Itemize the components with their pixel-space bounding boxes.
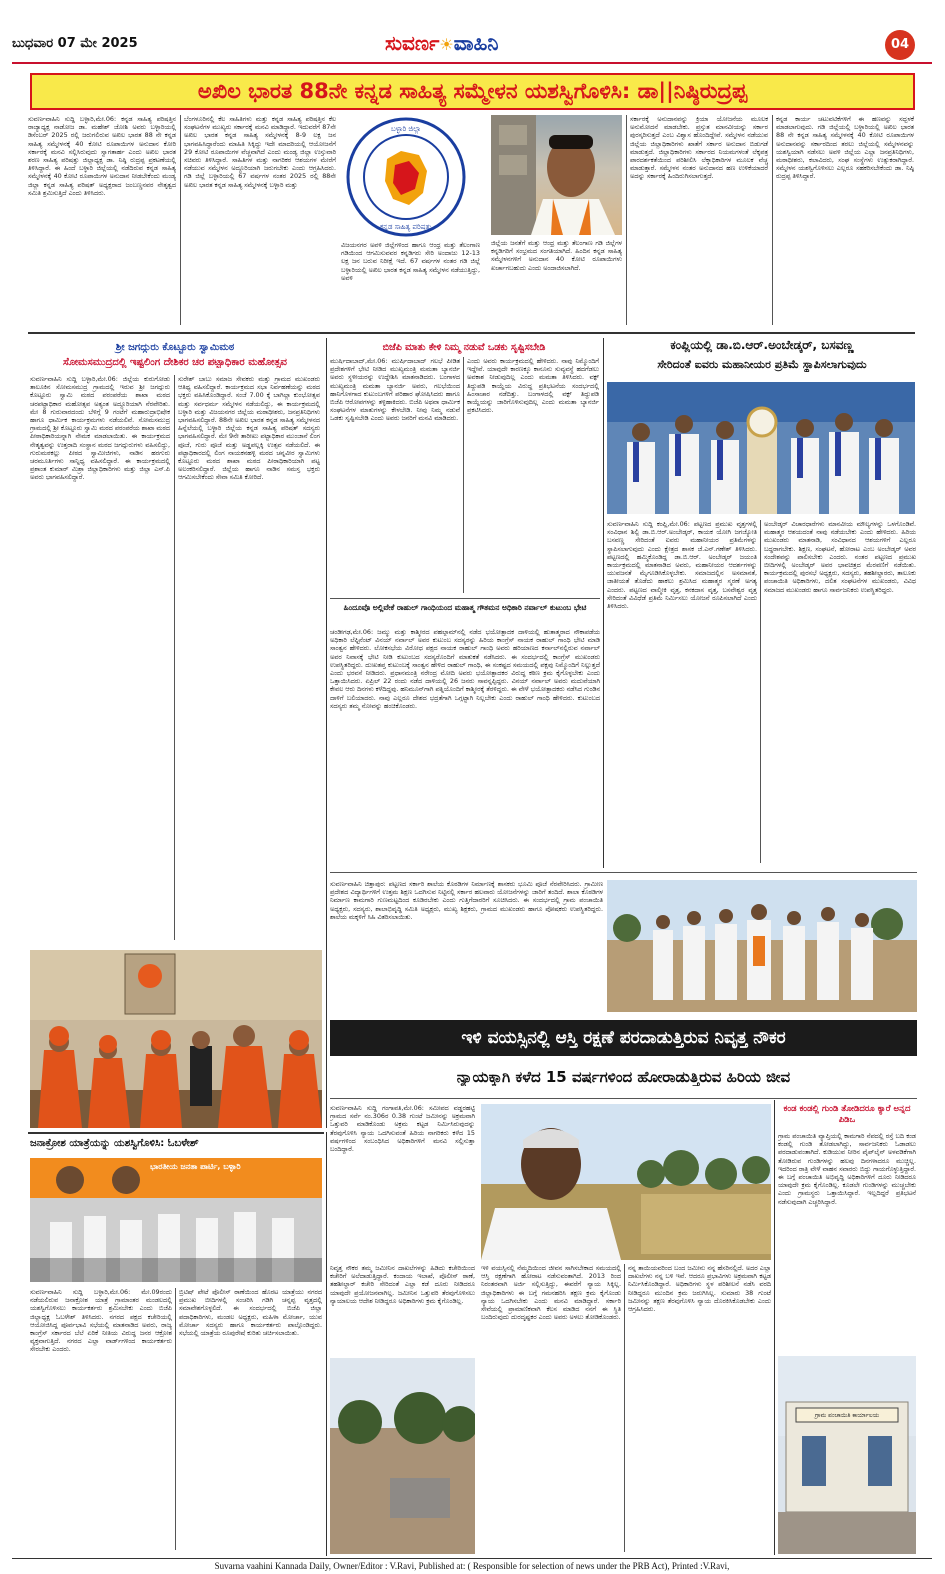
issue-date: ಬುಧವಾರ 07 ಮೇ 2025 — [12, 36, 138, 51]
col-divider — [463, 357, 464, 593]
bjp-headline: ಬಿಜೆಪಿ ಮಾತು ಕೇಳಿ ನಿಮ್ಮ ನಡುವೆ ಒಡಕು ಸೃಷ್ಟಿಸಬೇಡಿ — [382, 342, 546, 353]
col-divider — [175, 1288, 176, 1550]
janakrosha-col-1: ಸುವರ್ಣವಾಹಿನಿ ಸುದ್ದಿ ಬಳ್ಳಾರಿ,ಮೇ.06: ಮೇ.09ರಂದು ನಡೆಯಲಿರುವ ಜನಾಕ್ರೋಶ ಯಾತ್ರೆ ಗ್ರಾಮಾಂತರ ಮಂಡಲದಲ್ಲಿ ಯಶಸ್ವಿಗೊಳಿಸಲು ಕಾರ್ಯಕರ್ತರು ಶ್ರಮಿಸಬೇಕು ಎಂದು ಬಿಜೆಪಿ ಜಿಲ್ಲಾಧ್ಯಕ್ಷ ಓಬಳೇಶ್ ತಿಳಿಸಿದರು. ನಗರದ ಪಕ್ಷದ ಕಚೇರಿಯಲ್ಲಿ ಆಯೋಜಿಸಿದ್ದ ಪೂರ್ವಭಾವಿ ಸಭೆಯಲ್ಲಿ ಮಾತನಾಡಿದ ಅವರು, ರಾಜ್ಯ ಕಾಂಗ್ರೆಸ್ ಸರ್ಕಾರದ ಬೆಲೆ ಏರಿಕೆ ನೀತಿಯ ವಿರುದ್ಧ ಜನರ ಆಕ್ರೋಶ ವ್ಯಕ್ತವಾಗುತ್ತಿದೆ. ನಗರದ ಎಲ್ಲಾ ವಾರ್ಡ್‌ಗಳಿಂದ ಕಾರ್ಯಕರ್ತರು ಸೇರಬೇಕು ಎಂದರು. — [30, 1288, 172, 1354]
story-rule — [330, 598, 600, 599]
retiree-photo — [481, 1104, 771, 1260]
mutt-headline: ಸೋಮಸಮುದ್ರದಲ್ಲಿ ಇಷ್ಟಲಿಂಗ ದೇಶಿಕರ ಚರ ಪಟ್ಟಾಧಿಕಾರ ಮಹೋತ್ಸವ — [63, 357, 287, 368]
story-rule — [28, 1132, 324, 1134]
janakrosha-photo — [30, 1158, 322, 1282]
header-rule — [12, 62, 932, 64]
story-rule — [330, 1098, 917, 1099]
story-rule — [330, 872, 917, 873]
col-divider — [772, 115, 773, 325]
retiree-subhead: ನ್ಯಾಯಕ್ಕಾಗಿ ಕಳೆದ 15 ವರ್ಷಗಳಿಂದ ಹೋರಾಡುತ್ತಿರುವ ಹಿರಿಯ ಜೀವ — [456, 1068, 791, 1086]
logo-top-text: ಬಳ್ಳಾರಿ ಜಿಲ್ಲಾ — [391, 125, 421, 133]
ambedkar-photo — [607, 382, 915, 514]
bjp-col-2: ಎಂದು ಅವರು ಕಾರ್ಯಕ್ರಮದಲ್ಲಿ ಹೇಳಿದರು. ನಾವು ನಿಮ್ಮೊಂದಿಗೆ ಇದ್ದೇವೆ. ಯಾವುದೇ ಕಾರಣಕ್ಕೂ ಕಾನೂನು ಸುವ್ಯವಸ್ಥೆ ಹದಗೆಡಲು ಅವಕಾಶ ನೀಡುವುದಿಲ್ಲ ಎಂದು ಮಮತಾ ತಿಳಿಸಿದರು. ವಕ್ಫ್ ತಿದ್ದುಪಡಿ ಕಾಯ್ದೆಯ ವಿರುದ್ಧ ಪ್ರತಿಭಟನೆಯ ಸಂದರ್ಭದಲ್ಲಿ ಹಿಂಸಾಚಾರ ನಡೆದಿತ್ತು. ಬಂಗಾಳದಲ್ಲಿ ವಕ್ಫ್ ತಿದ್ದುಪಡಿ ಕಾಯ್ದೆಯನ್ನು ಜಾರಿಗೊಳಿಸುವುದಿಲ್ಲ ಎಂದು ಮಮತಾ ಬ್ಯಾನರ್ಜಿ ಪ್ರಕಟಿಸಿದರು. — [467, 357, 599, 415]
retiree-col-3: ನನ್ನ ತಾಯಿಯವರಿಂದ ಬಂದ ಜಮೀನು ನನ್ನ ಹೆಸರಿನಲ್ಲಿದೆ. ಅದರ ಎಲ್ಲಾ ದಾಖಲೆಗಳು ನನ್ನ ಬಳಿ ಇವೆ. ಆದರೂ ಪ್ರಭಾವಿಗಳು ಅಕ್ರಮವಾಗಿ ಕಟ್ಟಡ ನಿರ್ಮಿಸಿಕೊಂಡಿದ್ದಾರೆ. ಅಧಿಕಾರಿಗಳು ಸ್ಥಳ ಪರಿಶೀಲನೆ ನಡೆಸಿ ವರದಿ ನೀಡಿದ್ದರೂ ಮುಂದಿನ ಕ್ರಮ ಜರುಗಿಸಿಲ್ಲ. ಸುಮಾರು 38 ಗುಂಟೆ ಜಮೀನನ್ನು ತಕ್ಷಣ ತೆರವುಗೊಳಿಸಿ ನ್ಯಾಯ ದೊರಕಿಸಿಕೊಡಬೇಕು ಎಂದು ಆಗ್ರಹಿಸಿದರು. — [628, 1264, 771, 1314]
ambedkar-col-2: ಅಂಬೇಡ್ಕರ್ ವಿಚಾರಧಾರೆಗಳು ಮಾನವೀಯ ಮೌಲ್ಯಗಳನ್ನು ಒಳಗೊಂಡಿವೆ. ಮಹಾತ್ಮರ ಆಶಯದಂತೆ ನಾವು ನಡೆಯಬೇಕು ಎಂದು ಹೇಳಿದರು. ಹಿರಿಯ ಮುಖಂಡರು ಮಾತನಾಡಿ, ಸಂವಿಧಾನದ ಆಶಯಗಳಿಗೆ ಎಲ್ಲರೂ ಬದ್ಧರಾಗಬೇಕು. ಶಿಕ್ಷಣ, ಸಂಘಟನೆ, ಹೋರಾಟ ಎಂಬ ಅಂಬೇಡ್ಕರ್ ಅವರ ಸಂದೇಶವನ್ನು ಪಾಲಿಸಬೇಕು ಎಂದರು. ನಂತರ ಪಟ್ಟಣದ ಪ್ರಮುಖ ಬೀದಿಗಳಲ್ಲಿ ಅಂಬೇಡ್ಕರ್ ಅವರ ಭಾವಚಿತ್ರದ ಮೆರವಣಿಗೆ ನಡೆಯಿತು. ಕಾರ್ಯಕ್ರಮದಲ್ಲಿ ಪುರಸಭೆ ಅಧ್ಯಕ್ಷರು, ಸದಸ್ಯರು, ತಹಶೀಲ್ದಾರರು, ತಾಲೂಕು ಪಂಚಾಯಿತಿ ಅಧಿಕಾರಿಗಳು, ದಲಿತ ಸಂಘಟನೆಗಳ ಮುಖಂಡರು, ವಿವಿಧ ಸಮಾಜದ ಮುಖಂಡರು ಹಾಗೂ ಸಾರ್ವಜನಿಕರು ಉಪಸ್ಥಿತರಿದ್ದರು. — [764, 520, 916, 594]
page-number: 04 — [885, 30, 915, 60]
col-divider — [180, 115, 181, 325]
lead-col-6: ಕನ್ನಡ ಕಾರ್ಯ ಚಟುವಟಿಕೆಗಳಿಗೆ ಈ ಹಣವನ್ನು ಸದ್ಬಳಕೆ ಮಾಡಲಾಗುವುದು. ಗಡಿ ಜಿಲ್ಲೆಯಲ್ಲಿ ಬಳ್ಳಾರಿಯಲ್ಲಿ ಅಖಿಲ ಭಾರತ 88 ನೇ ಕನ್ನಡ ಸಾಹಿತ್ಯ ಸಮ್ಮೇಳನಕ್ಕೆ 40 ಕೋಟಿ ರೂಪಾಯಿಗಳ ಅನುದಾನವನ್ನು ಸರ್ಕಾರದಿಂದ ತರಲು ಜಿಲ್ಲೆಯಲ್ಲಿ ಸಮ್ಮೇಳನವನ್ನು ಯಶಸ್ವಿಯಾಗಿ ನಡೆಸಲು ಅವಳಿ ಜಿಲ್ಲೆಯ ಎಲ್ಲಾ ಜನಪ್ರತಿನಿಧಿಗಳು, ಮಠಾಧೀಶರು, ಕಲಾವಿದರು, ಸಂಘ ಸಂಸ್ಥೆಗಳು ಉತ್ಸುಕರಾಗಿದ್ದಾರೆ. ಸಮ್ಮೇಳನ ಯಶಸ್ವಿಗೊಳಿಸಲು ಎಲ್ಲರೂ ಸಹಕರಿಸಬೇಕೆಂದು ಡಾ. ನಿಷ್ಠಿ ರುದ್ರಪ್ಪ ತಿಳಿಸಿದ್ದಾರೆ. — [776, 115, 914, 181]
janakrosha-headline: ಜನಾಕ್ರೋಶ ಯಾತ್ರೆಯನ್ನು ಯಶಸ್ವಿಗೊಳಿಸಿ: ಓಬಳೇಶ್ — [30, 1138, 199, 1149]
mutt-col-2: ಸುರೇಶ್ ಬಾಬು ಸಮಾಜ ಸೇವಕರು ಮತ್ತು ಗ್ರಾಮದ ಮುಖಂಡರು ಆತಿಥ್ಯ ವಹಿಸಲಿದ್ದಾರೆ. ಕಾರ್ಯಕ್ರಮದ ಸಭಾ ನಿರ್ವಹಣೆಯನ್ನು ಮಠದ ಭಕ್ತರು ವಹಿಸಿಕೊಂಡಿದ್ದಾರೆ. ಸಂಜೆ 7.00 ಕ್ಕೆ ಬಾಗಿಲ್ಲಾ ಕುಂಭೋತ್ಸವ ಮತ್ತು ಸರ್ವಧರ್ಮ ಸಮ್ಮೇಳನ ನಡೆಯಲಿದ್ದು, ಈ ಕಾರ್ಯಕ್ರಮದಲ್ಲಿ ಬಳ್ಳಾರಿ ಮತ್ತು ವಿಜಯನಗರ ಜಿಲ್ಲೆಯ ಮಠಾಧೀಶರು, ಜನಪ್ರತಿನಿಧಿಗಳು ಭಾಗವಹಿಸಲಿದ್ದಾರೆ. 88ನೇ ಅಖಿಲ ಭಾರತ ಕನ್ನಡ ಸಾಹಿತ್ಯ ಸಮ್ಮೇಳನದ ಹಿನ್ನೆಲೆಯಲ್ಲಿ ಬಳ್ಳಾರಿ ಜಿಲ್ಲೆಯ ಕನ್ನಡ ಸಾಹಿತ್ಯ ಪರಿಷತ್ ಸದಸ್ಯರು ಭಾಗವಹಿಸಲಿದ್ದಾರೆ. ಮೇ 9ನೇ ತಾರೀಖು ಪಟ್ಟಾಧಿಕಾರ ಮುಂಜಾನೆ ಲಿಂಗ ಪೂಜೆ, ಗುರು ಪೂಜೆ ಮತ್ತು ಅಡ್ಡಪಲ್ಲಕ್ಕಿ ಉತ್ಸವ ನಡೆಯಲಿದೆ. ಈ ಪಟ್ಟಾಧಿಕಾರದಲ್ಲಿ ಲಿಂಗ ನಾಯಕನಹಳ್ಳಿ ಮಠದ ಚನ್ನವೀರ ಸ್ವಾಮಿಗಳು ಕೊಟ್ಟೂರು ಮಠದ ಶಾಖಾ ಮಠದ ಪೀಠಾಧಿಕಾರಿಯಾಗಿ ಪಟ್ಟ ಅಲಂಕರಿಸಲಿದ್ದಾರೆ. ಜಿಲ್ಲೆಯ ಹಾಗೂ ನಾಡಿನ ಸಮಸ್ತ ಭಕ್ತರು ಆಗಮಿಸಬೇಕೆಂದು ಸೇವಾ ಸಮಿತಿ ಕೋರಿದೆ. — [178, 375, 320, 482]
land-photo — [330, 1358, 475, 1554]
court-body: ಚಂಡೀಗಢ,ಮೇ.06: ಜಮ್ಮು ಮತ್ತು ಕಾಶ್ಮೀರದ ಪಹಲ್ಗಾಮ್‌ನಲ್ಲಿ ನಡೆದ ಭಯೋತ್ಪಾದಕ ದಾಳಿಯಲ್ಲಿ ಹುತಾತ್ಮರಾದ ನೌಕಾಪಡೆಯ ಅಧಿಕಾರಿ ಲೆಫ್ಟಿನೆಂಟ್ ವಿನಯ್ ನರ್ವಾಲ್ ಅವರ ಕುಟುಂಬ ಸದಸ್ಯರನ್ನು ಹಿರಿಯ ಕಾಂಗ್ರೆಸ್ ನಾಯಕ ರಾಹುಲ್ ಗಾಂಧಿ ಭೇಟಿ ಮಾಡಿ ಸಾಂತ್ವನ ಹೇಳಿದರು. ಲೋಕಸಭೆಯ ವಿರೋಧ ಪಕ್ಷದ ನಾಯಕ ರಾಹುಲ್ ಗಾಂಧಿ ಅವರು ಹರಿಯಾಣದ ಕರ್ನಾಲ್‌ನಲ್ಲಿರುವ ನರ್ವಾಲ್ ಅವರ ನಿವಾಸಕ್ಕೆ ಭೇಟಿ ನೀಡಿ ಕುಟುಂಬದ ಸದಸ್ಯರೊಂದಿಗೆ ಮಾತುಕತೆ ನಡೆಸಿದರು. ಈ ಸಂದರ್ಭದಲ್ಲಿ ಕಾಂಗ್ರೆಸ್ ಮುಖಂಡರು ಉಪಸ್ಥಿತರಿದ್ದರು. ದುಃಖತಪ್ತ ಕುಟುಂಬಕ್ಕೆ ಸಾಂತ್ವನ ಹೇಳಿದ ರಾಹುಲ್ ಗಾಂಧಿ, ಈ ಸಂಕಷ್ಟದ ಸಮಯದಲ್ಲಿ ಪಕ್ಷವು ನಿಮ್ಮೊಂದಿಗೆ ನಿಲ್ಲುತ್ತದೆ ಎಂದು ಭರವಸೆ ನೀಡಿದರು. ಪ್ರಧಾನಮಂತ್ರಿ ನರೇಂದ್ರ ಮೋದಿ ಅವರು ಭಯೋತ್ಪಾದಕರ ವಿರುದ್ಧ ಕಠಿಣ ಕ್ರಮ ಕೈಗೊಳ್ಳಬೇಕು ಎಂದು ಒತ್ತಾಯಿಸಿದರು. ಏಪ್ರಿಲ್ 22 ರಂದು ನಡೆದ ದಾಳಿಯಲ್ಲಿ 26 ಜನರು ಸಾವನ್ನಪ್ಪಿದ್ದರು. ವಿನಯ್ ನರ್ವಾಲ್ ಅವರು ಮದುವೆಯಾಗಿ ಕೇವಲ ಆರು ದಿನಗಳು ಕಳೆದಿದ್ದವು. ಹನಿಮೂನ್‌ಗಾಗಿ ಪತ್ನಿಯೊಂದಿಗೆ ಕಾಶ್ಮೀರಕ್ಕೆ ತೆರಳಿದ್ದರು. ಈ ವೇಳೆ ಭಯೋತ್ಪಾದಕರು ನಡೆಸಿದ ಗುಂಡಿನ ದಾಳಿಗೆ ಬಲಿಯಾದರು. ನಾವು ಎಲ್ಲರೂ ದೇಶದ ಭದ್ರತೆಗಾಗಿ ಒಗ್ಗಟ್ಟಾಗಿ ನಿಲ್ಲಬೇಕು ಎಂದು ರಾಹುಲ್ ಗಾಂಧಿ ಹೇಳಿದರು. ಕುಟುಂಬದ ಸದಸ್ಯರು ತಮ್ಮ ನೋವನ್ನು ಹಂಚಿಕೊಂಡರು. — [330, 628, 600, 710]
mutt-col-1: ಸುವರ್ಣವಾಹಿನಿ ಸುದ್ದಿ ಬಳ್ಳಾರಿ,ಮೇ.06: ಜಿಲ್ಲೆಯ ಕುರುಗೋಡು ತಾಲೂಕಿನ ಸೋಮಸಮುದ್ರ ಗ್ರಾಮದಲ್ಲಿ ಇರುವ ಶ್ರೀ ಜಗದ್ಗುರು ಕೊಟ್ಟೂರು ಸ್ವಾಮಿ ಮಠದ ಪರಂಪರೆಯ ಶಾಖಾ ಮಠದ ಚರಪಟ್ಟಾಧಿಕಾರ ಮಹೋತ್ಸವ ಅತ್ಯಂತ ಅದ್ದೂರಿಯಾಗಿ ನೆರವೇರಿತು. ಮೇ 8 ಗುರುವಾರದಂದು ಬೆಳಿಗ್ಗೆ 9 ಗಂಟೆಗೆ ಮಹಾರುದ್ರಾಭಿಷೇಕ ಹಾಗೂ ಧಾರ್ಮಿಕ ಕಾರ್ಯಕ್ರಮಗಳು ನಡೆಯಲಿವೆ. ಸೋಮಸಮುದ್ರ ಗ್ರಾಮದಲ್ಲಿ ಶ್ರೀ ಕೊಟ್ಟೂರು ಸ್ವಾಮಿ ಮಠದ ಪರಂಪರೆಯ ಶಾಖಾ ಮಠದ ಪೀಠಾಧಿಕಾರಿಯನ್ನಾಗಿ ನೇಮಕ ಮಾಡಲಾಯಿತು. ಈ ಕಾರ್ಯಕ್ರಮದ ನೇತೃತ್ವವನ್ನು ಉತ್ತರಾದಿ ಸಂಸ್ಥಾನ ಮಠದ ಜಗದ್ಗುರುಗಳು ವಹಿಸಲಿದ್ದು, ಗುರುಮಠಕಲ್ಲು ಪೀಠದ ಸ್ವಾಮೀಜಿಗಳು, ನಾಡಿನ ಹರಗುರು ಚರಮೂರ್ತಿಗಳು ಸಾನ್ನಿಧ್ಯ ವಹಿಸಲಿದ್ದಾರೆ. ಈ ಕಾರ್ಯಕ್ರಮದಲ್ಲಿ ಪ್ರಶಾಂತ ಕುಮಾರ್ ಮಿಶ್ರಾ ಜಿಲ್ಲಾಧಿಕಾರಿಗಳು ಮತ್ತು ಜಿಲ್ಲಾ ಎಸ್.ಪಿ ಅವರು ಭಾಗವಹಿಸಲಿದ್ದಾರೆ. — [30, 375, 170, 482]
retiree-col-1b: ನಿವೃತ್ತ ನೌಕರ ತಮ್ಮ ಜಮೀನಿನ ದಾಖಲೆಗಳನ್ನು ಹಿಡಿದು ಕಚೇರಿಯಿಂದ ಕಚೇರಿಗೆ ಅಲೆದಾಡುತ್ತಿದ್ದಾರೆ. ಕಂದಾಯ ಇಲಾಖೆ, ಪೊಲೀಸ್ ಠಾಣೆ, ತಹಶೀಲ್ದಾರ್ ಕಚೇರಿ ಸೇರಿದಂತೆ ಎಲ್ಲಾ ಕಡೆ ದೂರು ನೀಡಿದರೂ ಯಾವುದೇ ಪ್ರಯೋಜನವಾಗಿಲ್ಲ. ಜಮೀನಿನ ಒತ್ತುವರಿ ತೆರವುಗೊಳಿಸಲು ನ್ಯಾಯಾಲಯ ಆದೇಶ ನೀಡಿದ್ದರೂ ಅಧಿಕಾರಿಗಳು ಕ್ರಮ ಕೈಗೊಂಡಿಲ್ಲ. — [330, 1264, 475, 1305]
corner-photo — [778, 1356, 916, 1554]
kasapa-logo — [343, 115, 470, 239]
col-divider — [624, 1264, 625, 1552]
footer-rule — [12, 1558, 932, 1559]
corner-body: ಗ್ರಾಮ ಪಂಚಾಯಿತಿ ವ್ಯಾಪ್ತಿಯಲ್ಲಿ ಕಾಮಗಾರಿ ನೆಪದಲ್ಲಿ ರಸ್ತೆ ಬದಿ ಕಂಡ ಕಂಡಲ್ಲಿ ಗುಂಡಿ ತೋಡಲಾಗಿದ್ದು, ಸಾರ್ವಜನಿಕರು ಓಡಾಡಲು ಪರದಾಡುವಂತಾಗಿದೆ. ಕುಡಿಯುವ ನೀರಿನ ಪೈಪ್‌ಲೈನ್ ಅಳವಡಿಕೆಗಾಗಿ ತೋಡಿರುವ ಗುಂಡಿಗಳನ್ನು ಹಲವು ದಿನಗಳಾದರೂ ಮುಚ್ಚಿಲ್ಲ. ಇದರಿಂದ ರಾತ್ರಿ ವೇಳೆ ವಾಹನ ಸವಾರರು ಬಿದ್ದು ಗಾಯಗೊಳ್ಳುತ್ತಿದ್ದಾರೆ. ಈ ಬಗ್ಗೆ ಪಂಚಾಯಿತಿ ಅಭಿವೃದ್ಧಿ ಅಧಿಕಾರಿಗಳಿಗೆ ದೂರು ನೀಡಿದರೂ ಯಾವುದೇ ಕ್ರಮ ಕೈಗೊಂಡಿಲ್ಲ. ಕೂಡಲೇ ಗುಂಡಿಗಳನ್ನು ಮುಚ್ಚಬೇಕು ಎಂದು ಗ್ರಾಮಸ್ಥರು ಒತ್ತಾಯಿಸಿದ್ದಾರೆ. ಇಲ್ಲದಿದ್ದರೆ ಪ್ರತಿಭಟನೆ ನಡೆಸುವುದಾಗಿ ಎಚ್ಚರಿಸಿದ್ದಾರೆ. — [778, 1132, 916, 1206]
masthead — [385, 31, 498, 55]
ambedkar-headline-2: ಸೇರಿದಂತೆ ಐವರು ಮಹಾನೀಯರ ಪ್ರತಿಮೆ ಸ್ಥಾಪಿಸಲಾಗುವುದು — [657, 358, 867, 371]
masthead-right: ವಾಹಿನಿ — [453, 31, 499, 55]
mutt-photo — [30, 950, 322, 1128]
sun-icon: ☀ — [439, 35, 454, 54]
lead-col-2: ಬೆಂಗಳೂರಿನಲ್ಲಿ ಕೆಲ ಸಾಹಿತಿಗಳು ಮತ್ತು ಕನ್ನಡ ಸಾಹಿತ್ಯ ಪರಿಷತ್ತಿನ ಕೆಲ ಸಂಘಟನೆಗಳ ಮುಖ್ಯರು ಸರ್ಕಾರಕ್ಕೆ ಮನವಿ ಮಾಡಿದ್ದಾರೆ. ಇದುವರೆಗೆ 87ನೇ ಅಖಿಲ ಭಾರತ ಕನ್ನಡ ಸಾಹಿತ್ಯ ಸಮ್ಮೇಳನಕ್ಕೆ 8-9 ಲಕ್ಷ ಜನ ಭಾಗವಹಿಸಿದ್ದಾರೆಂದು ಮಾಹಿತಿ ಸಿಕ್ಕಿದ್ದು ಇದೇ ಮಾದರಿಯಲ್ಲಿ ಆಯೋಜನೆಗೆ 29 ಕೋಟಿ ರೂಪಾಯಿಗಳ ವೆಚ್ಚವಾಗಿದೆ ಎಂದು ಮಂಡ್ಯ ಜಿಲ್ಲಾ ಉಸ್ತುವಾರಿ ಸಚಿವರು ತಿಳಿಸಿದ್ದಾರೆ. ಸಾಹಿತಿಗಳ ಮತ್ತು ನಾಗರಿಕರ ಆಶಯಗಳ ಮೇರೆಗೆ ನಡೆಯುವ ಸಮ್ಮೇಳನ ಅದ್ದೂರಿಯಾಗಿ ಜರುಗಬೇಕು ಎಂದು ಆಗ್ರಹಿಸಿದರು. ಗಡಿ ಜಿಲ್ಲೆ ಬಳ್ಳಾರಿಯಲ್ಲಿ 67 ವರ್ಷಗಳ ನಂತರ 2025 ರಲ್ಲಿ 88ನೇ ಅಖಿಲ ಭಾರತ ಕನ್ನಡ ಸಾಹಿತ್ಯ ಸಮ್ಮೇಳನಕ್ಕೆ ಬಳ್ಳಾರಿ ಮತ್ತು — [184, 115, 336, 189]
mutt-kicker: ಶ್ರೀ ಜಗದ್ಗುರು ಕೊಟ್ಟೂರು ಸ್ವಾಮಿಮಠ — [115, 342, 235, 353]
retiree-col-1a: ಸುವರ್ಣವಾಹಿನಿ ಸುದ್ದಿ ಗಂಗಾವತಿ,ಮೇ.06: ಸಮೀಪದ ವಡ್ಡರಹಟ್ಟಿ ಗ್ರಾಮದ ಸರ್ವೆ ನಂ.306ರ 0.38 ಗುಂಟೆ ಜಮೀನನ್ನು ಅಕ್ರಮವಾಗಿ ಒತ್ತುವರಿ ಮಾಡಿಕೊಂಡು ಅಕ್ರಮ ಕಟ್ಟಡ ನಿರ್ಮಿಸಿರುವುದನ್ನು ತೆರವುಗೊಳಿಸಿ ನ್ಯಾಯ ಒದಗಿಸುವಂತೆ ಹಿರಿಯ ನಾಗರಿಕರು ಕಳೆದ 15 ವರ್ಷಗಳಿಂದ ಸಂಬಂಧಿಸಿದ ಅಧಿಕಾರಿಗಳಿಗೆ ಮನವಿ ಸಲ್ಲಿಸುತ್ತಾ ಬಂದಿದ್ದಾರೆ. — [330, 1104, 475, 1154]
logo-bottom-text: ಕನ್ನಡ ಸಾಹಿತ್ಯ ಪರಿಷತ್ತು — [379, 223, 433, 231]
section-divider — [603, 338, 604, 868]
bjp-col-1: ಮುರ್ಷಿದಾಬಾದ್,ಮೇ.06: ಮುರ್ಷಿದಾಬಾದ್ ಗಲಭೆ ಪೀಡಿತ ಪ್ರದೇಶಗಳಿಗೆ ಭೇಟಿ ನೀಡಿದ ಮುಖ್ಯಮಂತ್ರಿ ಮಮತಾ ಬ್ಯಾನರ್ಜಿ ಅವರು ಸ್ಥಳೀಯರನ್ನು ಉದ್ದೇಶಿಸಿ ಮಾತನಾಡಿದರು. ಬಂಗಾಳದ ಮುಖ್ಯಮಂತ್ರಿ ಮಮತಾ ಬ್ಯಾನರ್ಜಿ ಅವರು, ಗಲಭೆಯಿಂದ ಹಾನಿಗೊಳಗಾದ ಕುಟುಂಬಗಳಿಗೆ ಪರಿಹಾರ ಘೋಷಿಸಿದರು ಹಾಗೂ ಬಿಜೆಪಿ ಆರೋಪಗಳನ್ನು ತಳ್ಳಿಹಾಕಿದರು. ಬಿಜೆಪಿ ಅಥವಾ ಧಾರ್ಮಿಕ ಸಂಘಟನೆಗಳ ಮಾತುಗಳನ್ನು ಕೇಳಬೇಡಿ. ನೀವು ನಿಮ್ಮ ನಡುವೆ ಒಡಕು ಸೃಷ್ಟಿಸಬೇಡಿ ಎಂದು ಅವರು ಜನರಿಗೆ ಮನವಿ ಮಾಡಿದರು. — [330, 357, 460, 423]
lead-col-4: ಜಿಲ್ಲೆಯ ಜನತೆಗೆ ಮತ್ತು ಆಂಧ್ರ ಮತ್ತು ತೆಲಂಗಾಣ ಗಡಿ ಜಿಲ್ಲೆಗಳ ಕನ್ನಡಿಗರಿಗೆ ಸಂಭ್ರಮದ ಸಂಗತಿಯಾಗಿದೆ. ಹಿಂದಿನ ಕನ್ನಡ ಸಾಹಿತ್ಯ ಸಮ್ಮೇಳನಗಳಿಗೆ ಅನುದಾನ 40 ಕೋಟಿ ರೂಪಾಯಿಗಳು ಖರ್ಚಾಗಬಹುದು ಎಂದು ಅಂದಾಜಿಸಲಾಗಿದೆ. — [491, 239, 622, 272]
section-divider — [774, 1100, 775, 1555]
col-divider — [760, 520, 761, 863]
panchayat-sign: ಗ್ರಾಮ ಪಂಚಾಯಿತಿ ಕಾರ್ಯಾಲಯ — [814, 1412, 880, 1419]
section-rule — [28, 332, 915, 334]
footer-line-1: Suvarna vaahini Kannada Daily, Owner/Editor : V.Ravi, Published at: ( Responsible for selection of news under the PRB Act), Printed :V.Ravi, — [214, 1561, 730, 1571]
lead-col-5: ಸರ್ಕಾರಕ್ಕೆ ಅನುದಾನವನ್ನು ಕ್ರಿಯಾ ಯೋಜನೆಯ ಮೂಲಕ ಅನುಮೋದನೆ ಮಾಡಬೇಕು. ಪ್ರಸ್ತುತ ಮಾನವೀಯನ್ನು ಸರ್ಕಾರ ಪುರಸ್ಕರಿಸುತ್ತದೆ ಎಂಬ ವಿಶ್ವಾಸ ಹೊಂದಿದ್ದೇವೆ. ಸಮ್ಮೇಳನ ನಡೆಯುವ ಜಿಲ್ಲೆಯ ಜಿಲ್ಲಾಧಿಕಾರಿಗಳು ಖಾತೆಗೆ ಸರ್ಕಾರ ಅನುದಾನ ಬಿಡುಗಡೆ ಮಾಡುತ್ತದೆ. ಜಿಲ್ಲಾಧಿಕಾರಿಗಳು ಸರ್ಕಾರದ ನಿಯಮಗಳಂತೆ ಲೆಕ್ಕಪತ್ರ ಪಾರದರ್ಶಕತೆಯಿಂದ ಪರಿಶೀಲಿಸಿ ಲೆಕ್ಕಾಧಿಕಾರಿಗಳ ಮೂಲಕ ವೆಚ್ಚ ಮಾಡುತ್ತಾರೆ. ಸಮ್ಮೇಳನ ನಂತರ ಅನುದಾನದ ಹಣ ಉಳಿಕೆಯಾದರೆ ಅದನ್ನು ಸರ್ಕಾರಕ್ಕೆ ಹಿಂದಿರುಗಿಸಲಾಗುತ್ತದೆ. — [630, 115, 768, 181]
chittapur-body: ಸುವರ್ಣವಾಹಿನಿ ಚಿತ್ತಾಪುರ: ಪಟ್ಟಣದ ಸರ್ಕಾರಿ ಶಾಲೆಯ ಕೊಠಡಿಗಳ ನಿರ್ಮಾಣಕ್ಕೆ ಶಾಸಕರು ಭೂಮಿ ಪೂಜೆ ನೆರವೇರಿಸಿದರು. ಗ್ರಾಮೀಣ ಪ್ರದೇಶದ ವಿದ್ಯಾರ್ಥಿಗಳಿಗೆ ಉತ್ತಮ ಶಿಕ್ಷಣ ಒದಗಿಸುವ ನಿಟ್ಟಿನಲ್ಲಿ ಸರ್ಕಾರ ಹಲವಾರು ಯೋಜನೆಗಳನ್ನು ಜಾರಿಗೆ ತಂದಿದೆ. ಶಾಲಾ ಕೊಠಡಿಗಳ ನಿರ್ಮಾಣ ಕಾಮಗಾರಿ ಗುಣಮಟ್ಟದಿಂದ ಕೂಡಿರಬೇಕು ಎಂದು ಗುತ್ತಿಗೆದಾರರಿಗೆ ಸೂಚಿಸಿದರು. ಈ ಸಂದರ್ಭದಲ್ಲಿ ಗ್ರಾಮ ಪಂಚಾಯಿತಿ ಅಧ್ಯಕ್ಷರು, ಸದಸ್ಯರು, ಶಾಲಾಭಿವೃದ್ಧಿ ಸಮಿತಿ ಅಧ್ಯಕ್ಷರು, ಮುಖ್ಯ ಶಿಕ್ಷಕರು, ಗ್ರಾಮದ ಮುಖಂಡರು ಹಾಗೂ ಪೋಷಕರು ಉಪಸ್ಥಿತರಿದ್ದರು. ಶಾಲೆಯ ಮಕ್ಕಳಿಗೆ ಸಿಹಿ ವಿತರಿಸಲಾಯಿತು. — [330, 880, 603, 921]
lead-headline: ಅಖಿಲ ಭಾರತ 88ನೇ ಕನ್ನಡ ಸಾಹಿತ್ಯ ಸಮ್ಮೇಳನ ಯಶಸ್ವಿಗೊಳಿಸಿ: ಡಾ||ನಿಷ್ಠಿರುದ್ರಪ್ಪ — [30, 73, 915, 110]
ambedkar-col-1: ಸುವರ್ಣವಾಹಿನಿ ಸುದ್ದಿ ಕಂಪ್ಲಿ,ಮೇ.06: ಪಟ್ಟಣದ ಪ್ರಮುಖ ವೃತ್ತಗಳಲ್ಲಿ ಸಂವಿಧಾನ ಶಿಲ್ಪಿ ಡಾ.ಬಿ.ಆರ್.ಅಂಬೇಡ್ಕರ್, ಕಾಯಕ ಯೋಗಿ ಜಗಜ್ಯೋತಿ ಬಸವಣ್ಣ ಸೇರಿದಂತೆ ಐವರು ಮಹಾನೀಯರ ಪ್ರತಿಮೆಗಳನ್ನು ಸ್ಥಾಪಿಸಲಾಗುವುದು ಎಂದು ಕ್ಷೇತ್ರದ ಶಾಸಕ ಜೆ.ಎನ್.ಗಣೇಶ್ ತಿಳಿಸಿದರು. ಪಟ್ಟಣದಲ್ಲಿ ಹಮ್ಮಿಕೊಂಡಿದ್ದ ಡಾ.ಬಿ.ಆರ್. ಅಂಬೇಡ್ಕರ್ ಜಯಂತಿ ಕಾರ್ಯಕ್ರಮದಲ್ಲಿ ಮಾತನಾಡಿದ ಅವರು, ಮಹಾನೀಯರ ಆದರ್ಶಗಳನ್ನು ಯುವಜನತೆ ಮೈಗೂಡಿಸಿಕೊಳ್ಳಬೇಕು. ಸಮಾಜದಲ್ಲಿನ ಅಸಮಾನತೆ, ಜಾತೀಯತೆ ತೊಡೆದು ಹಾಕಲು ಶ್ರಮಿಸಿದ ಮಹಾತ್ಮರ ಸ್ಮರಣೆ ಅಗತ್ಯ ಎಂದರು. ಪಟ್ಟಣದ ವಾಲ್ಮೀಕಿ ವೃತ್ತ, ಕನಕದಾಸ ವೃತ್ತ, ಬಸವೇಶ್ವರ ವೃತ್ತ ಸೇರಿದಂತೆ ವಿವಿಧೆಡೆ ಪ್ರತಿಮೆ ನಿರ್ಮಿಸಲು ಯೋಜನೆ ರೂಪಿಸಲಾಗಿದೆ ಎಂದು ತಿಳಿಸಿದರು. — [607, 520, 757, 611]
section-divider — [326, 338, 327, 1128]
lead-col-1: ಸುವರ್ಣವಾಹಿನಿ ಸುದ್ದಿ ಬಳ್ಳಾರಿ,ಮೇ.06: ಕನ್ನಡ ಸಾಹಿತ್ಯ ಪರಿಷತ್ತಿನ ರಾಜ್ಯಾಧ್ಯಕ್ಷ ನಾಡೋಜ ಡಾ. ಮಹೇಶ್ ಜೋಶಿ ಅವರು ಬಳ್ಳಾರಿಯಲ್ಲಿ ಡಿಸೆಂಬರ್ 2025 ರಲ್ಲಿ ಜರುಗಲಿರುವ ಅಖಿಲ ಭಾರತ 88 ನೇ ಕನ್ನಡ ಸಾಹಿತ್ಯ ಸಮ್ಮೇಳನಕ್ಕೆ 40 ಕೋಟಿ ರೂಪಾಯಿಗಳ ಅನುದಾನ ಕೋರಿ ಸರ್ಕಾರಕ್ಕೆ ಮನವಿ ಸಲ್ಲಿಸಿರುವುದು ಸ್ವಾಗತಾರ್ಹ ಎಂದು ಅಖಿಲ ಭಾರತ ಶರಣ ಸಾಹಿತ್ಯ ಪರಿಷತ್ತು ಜಿಲ್ಲಾಧ್ಯಕ್ಷ ಡಾ. ನಿಷ್ಠಿ ರುದ್ರಪ್ಪ ಪ್ರಕಟಣೆಯಲ್ಲಿ ತಿಳಿಸಿದ್ದಾರೆ. ಈ ಹಿಂದೆ ಬಳ್ಳಾರಿ ಜಿಲ್ಲೆಯಲ್ಲಿ ನಡೆದಿರುವ ಕನ್ನಡ ಸಾಹಿತ್ಯ ಸಮ್ಮೇಳನಕ್ಕೆ 40 ಕೋಟಿ ರೂಪಾಯಿಗಳ ಅನುದಾನ ನೀಡಬೇಕೆಂದು ಮಂಡ್ಯ ಜಿಲ್ಲಾ ಕನ್ನಡ ಸಾಹಿತ್ಯ ಪರಿಷತ್ ಅಧ್ಯಕ್ಷರಾದ ಜಂಬಣ್ಣನವರ ನೇತೃತ್ವದ ಸಮಿತಿ ಶ್ರಮಿಸುತ್ತಿದೆ ಎಂದು ತಿಳಿಸಿದರು. — [28, 115, 176, 197]
bjp-banner-text: ಭಾರತೀಯ ಜನತಾ ಪಾರ್ಟಿ, ಬಳ್ಳಾರಿ — [150, 1162, 241, 1171]
lead-col-3: ವಿಜಯನಗರ ಅವಳಿ ಜಿಲ್ಲೆಗಳಿಂದ ಹಾಗೂ ಆಂಧ್ರ ಮತ್ತು ತೆಲಂಗಾಣ ಗಡಿಯಿಂದ ಆಗಮಿಸುವವರ ಕನ್ನಡಿಗರು ಸೇರಿ ಅಂದಾಜು 12-13 ಲಕ್ಷ ಜನ ಬರುವ ನಿರೀಕ್ಷೆ ಇದೆ. 67 ವರ್ಷಗಳ ನಂತರ ಗಡಿ ಜಿಲ್ಲೆ ಬಳ್ಳಾರಿಯಲ್ಲಿ ಅಖಿಲ ಭಾರತ ಕನ್ನಡ ಸಾಹಿತ್ಯ ಸಮ್ಮೇಳನ ನಡೆಯುತ್ತಿದ್ದು, ಅವಳಿ — [341, 241, 480, 282]
chittapur-photo — [607, 880, 917, 1012]
janakrosha-col-2: ಬ್ರಿಟಿಷ್ ಪೇಟೆ ಪೊಲೀಸ್ ಠಾಣೆಯಿಂದ ಹೊರಟ ಯಾತ್ರೆಯು ನಗರದ ಪ್ರಮುಖ ಬೀದಿಗಳಲ್ಲಿ ಸಂಚರಿಸಿ ಗಡಿಗಿ ಚನ್ನಪ್ಪ ವೃತ್ತದಲ್ಲಿ ಸಮಾವೇಶಗೊಳ್ಳಲಿದೆ. ಈ ಸಂದರ್ಭದಲ್ಲಿ ಬಿಜೆಪಿ ಜಿಲ್ಲಾ ಪದಾಧಿಕಾರಿಗಳು, ಮಂಡಲ ಅಧ್ಯಕ್ಷರು, ಮಹಿಳಾ ಮೋರ್ಚಾ, ಯುವ ಮೋರ್ಚಾ ಸದಸ್ಯರು ಹಾಗೂ ಕಾರ್ಯಕರ್ತರು ಪಾಲ್ಗೊಂಡಿದ್ದರು. ಸಭೆಯಲ್ಲಿ ಯಾತ್ರೆಯ ರೂಪುರೇಷೆ ಕುರಿತು ಚರ್ಚಿಸಲಾಯಿತು. — [179, 1288, 322, 1338]
col-divider — [174, 375, 175, 940]
masthead-left: ಸುವರ್ಣ — [385, 31, 440, 55]
col-divider — [626, 115, 627, 325]
retiree-banner: ಇಳಿ ವಯಸ್ಸಿನಲ್ಲಿ ಆಸ್ತಿ ರಕ್ಷಣೆ ಪರದಾಡುತ್ತಿರುವ ನಿವೃತ್ತ ನೌಕರ — [330, 1020, 917, 1056]
retiree-col-2: ಇಳಿ ವಯಸ್ಸಿನಲ್ಲಿ ನೆಮ್ಮದಿಯಿಂದ ಜೀವನ ಸಾಗಿಸಬೇಕಾದ ಸಮಯದಲ್ಲಿ ಆಸ್ತಿ ರಕ್ಷಣೆಗಾಗಿ ಹೋರಾಟ ನಡೆಸುವಂತಾಗಿದೆ. 2013 ರಿಂದ ನಿರಂತರವಾಗಿ ಅರ್ಜಿ ಸಲ್ಲಿಸುತ್ತಿದ್ದು, ಈವರೆಗೆ ನ್ಯಾಯ ಸಿಕ್ಕಿಲ್ಲ. ಜಿಲ್ಲಾಧಿಕಾರಿಗಳು ಈ ಬಗ್ಗೆ ಗಮನಹರಿಸಿ ತಕ್ಷಣ ಕ್ರಮ ಕೈಗೊಂಡು ನ್ಯಾಯ ಒದಗಿಸಬೇಕು ಎಂದು ಮನವಿ ಮಾಡಿದ್ದಾರೆ. ಸರ್ಕಾರಿ ಸೇವೆಯಲ್ಲಿ ಪ್ರಾಮಾಣಿಕವಾಗಿ ಕೆಲಸ ಮಾಡಿದ ನನಗೆ ಈ ಸ್ಥಿತಿ ಬಂದಿರುವುದು ದುರದೃಷ್ಟಕರ ಎಂದು ಅವರು ಅಳಲು ತೋಡಿಕೊಂಡರು. — [481, 1264, 621, 1322]
section-divider — [326, 1132, 327, 1556]
portrait-photo — [491, 115, 622, 235]
court-headline: ಹಿಂದೂವೊ ಅಲ್ಲಿವೇಕೆ ರಾಹುಲ್ ಗಾಂಧಿಯಂದ ಮಹಾತ್ಮ ಗೌತಮನ ಅಧಿಕಾರಿ ನರ್ವಾಲ್ ಕುಟುಂಬ ಭೇಟಿ — [343, 603, 587, 612]
corner-headline: ಕಂಡ ಕಂಡಲ್ಲಿ ಗುಂಡಿ ತೋಡಿದರೂ ಕ್ಯಾರೆ ಅನ್ನದ ಪಿಡಿಒ — [783, 1104, 911, 1125]
ambedkar-headline-1: ಕಂಪ್ಲಿಯಲ್ಲಿ ಡಾ.ಬಿ.ಆರ್.ಅಂಬೇಡ್ಕರ್, ಬಸವಣ್ಣ — [670, 338, 854, 352]
